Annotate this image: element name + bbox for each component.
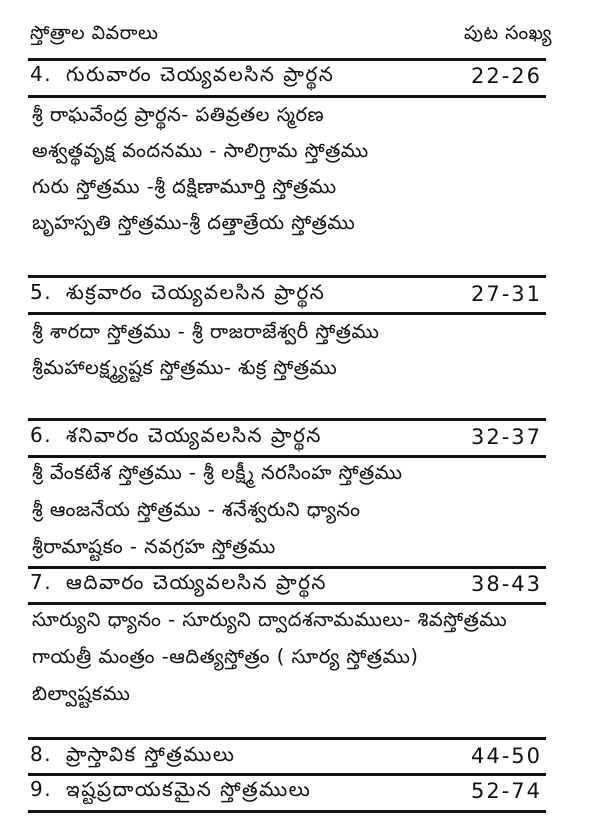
section-heading-8 xyxy=(30,740,542,772)
list-item: శ్రీ శారదా స్తోత్రము - శ్రీ రాజరాజేశ్వరీ స్తోత్రము xyxy=(32,320,380,343)
section-number: 7. xyxy=(30,569,53,594)
section-title: శుక్రవారం చెయ్యవలసిన ప్రార్థన xyxy=(65,279,326,304)
section-page-range: 27-31 xyxy=(470,282,542,306)
section-title: ఇష్టప్రదాయకమైన స్తోత్రములు xyxy=(65,776,312,801)
section-title: గురువారం చెయ్యవలసిన ప్రార్థన xyxy=(65,61,335,86)
section-title: ఆదివారం చెయ్యవలసిన ప్రార్థన xyxy=(65,569,327,594)
section-heading-6 xyxy=(30,421,542,453)
divider-line xyxy=(28,455,546,458)
list-item: గాయత్రీ మంత్రం -ఆదిత్యస్తోత్రం ( సూర్య స్తోత్రము) xyxy=(32,645,419,668)
divider-line xyxy=(28,312,546,315)
section-number: 6. xyxy=(30,422,53,447)
section-page-range: 52-74 xyxy=(470,779,542,803)
section-number: 5. xyxy=(30,279,53,304)
section-heading-7 xyxy=(30,568,542,600)
list-item: సూర్యుని ధ్యానం - సూర్యుని ద్వాదశనామములు- శివస్తోత్రము xyxy=(32,608,508,631)
section-page-range: 38-43 xyxy=(470,572,542,596)
list-item: బిల్వాష్టకము xyxy=(32,682,131,705)
list-item: అశ్వత్థవృక్ష వందనము - సాలిగ్రామ స్తోత్రము xyxy=(32,139,369,162)
divider-line xyxy=(28,95,546,98)
list-item: శ్రీ వేంకటేశ స్తోత్రము - శ్రీ లక్ష్మీ నరసింహ స్తోత్రము xyxy=(32,461,403,484)
section-page-range: 22-26 xyxy=(470,64,542,88)
section-title: శనివారం చెయ్యవలసిన ప్రార్థన xyxy=(65,422,322,447)
list-item: శ్రీమహాలక్ష్మ్యష్టక స్తోత్రము- శుక్ర స్తోత్రము xyxy=(32,356,338,379)
list-item: శ్రీ ఆంజనేయ స్తోత్రము - శనేశ్వరుని ధ్యానం xyxy=(32,498,361,521)
header-contents-label: స్తోత్రాల వివరాలు xyxy=(30,21,159,44)
list-item: గురు స్తోత్రము -శ్రీ దక్షిణామూర్తి స్తోత్రము xyxy=(32,175,337,198)
section-number: 8. xyxy=(30,741,53,766)
section-number: 9. xyxy=(30,776,53,801)
list-item: శ్రీరామాష్టకం - నవగ్రహ స్తోత్రము xyxy=(32,535,276,558)
section-heading-9 xyxy=(30,775,542,807)
header-page-number-label: పుట సంఖ్య xyxy=(464,21,552,44)
section-title: ప్రాస్తావిక స్తోత్రములు xyxy=(65,741,236,766)
divider-line xyxy=(28,602,546,605)
section-heading-4 xyxy=(30,60,542,92)
section-number: 4. xyxy=(30,61,53,86)
section-page-range: 32-37 xyxy=(470,425,542,449)
section-heading-5 xyxy=(30,278,542,310)
list-item: బృహస్పతి స్తోత్రము-శ్రీ దత్తాత్రేయ స్తోత్రము xyxy=(32,211,356,234)
toc-header xyxy=(30,20,552,50)
divider-line xyxy=(28,810,546,813)
list-item: శ్రీ రాఘవేంద్ర ప్రార్థన- పతివ్రతల స్మరణ xyxy=(32,103,325,126)
section-page-range: 44-50 xyxy=(470,744,542,768)
